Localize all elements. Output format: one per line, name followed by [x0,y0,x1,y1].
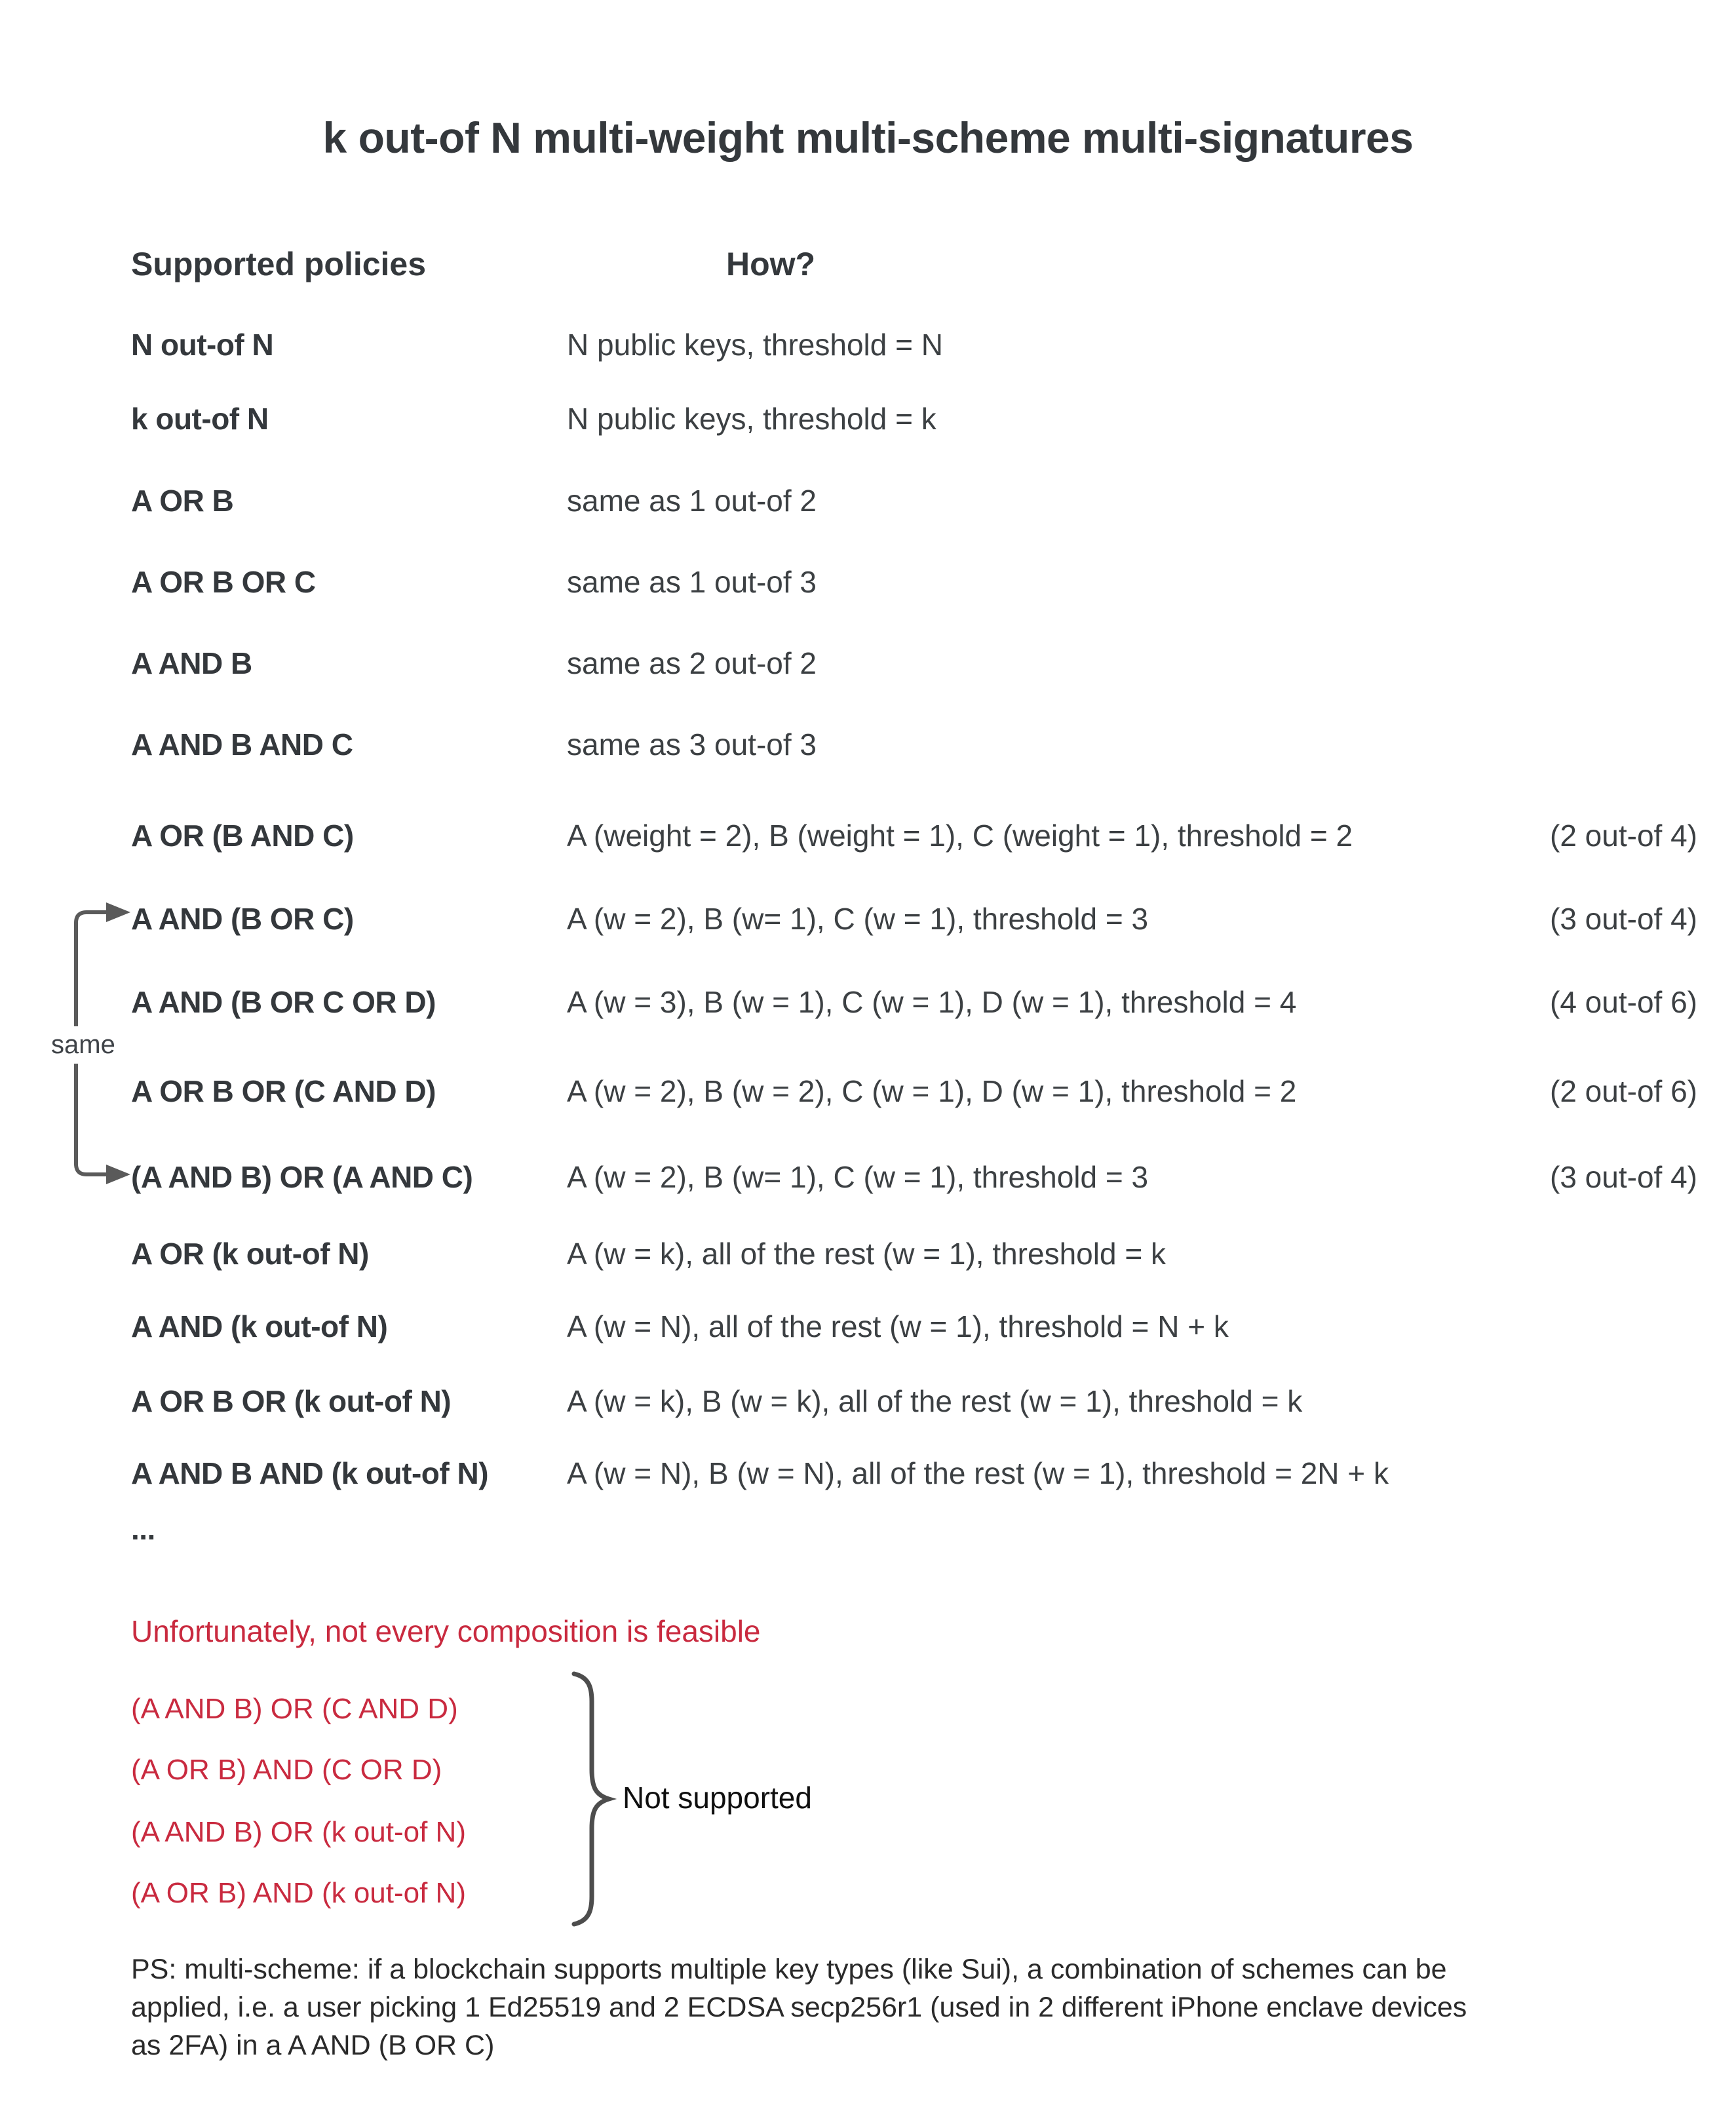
arrowhead-top-icon [106,902,130,922]
how-cell: N public keys, threshold = k [567,402,936,436]
policy-cell: (A AND B) OR (A AND C) [131,1160,473,1194]
equivalence-note-cell: (2 out-of 6) [1550,1074,1697,1108]
policy-cell: A OR B OR (k out-of N) [131,1384,452,1418]
arrowhead-bottom-icon [106,1165,130,1184]
infeasible-item: (A AND B) OR (k out-of N) [131,1816,466,1848]
policy-cell: ... [131,1512,155,1546]
how-cell: A (w = 2), B (w= 1), C (w = 1), threshold = 3 [567,1160,1149,1194]
policy-cell: A OR B [131,484,234,518]
policy-cell: A OR B OR (C AND D) [131,1074,436,1108]
not-supported-brace-icon [574,1674,609,1924]
ps-footnote [131,1950,1645,2064]
page-title: k out-of N multi-weight multi-scheme multi-signatures [322,113,1414,162]
how-cell: A (w = 3), B (w = 1), C (w = 1), D (w = 1), threshold = 4 [567,985,1297,1019]
not-supported-label: Not supported [623,1781,812,1815]
ps-line: as 2FA) in a A AND (B OR C) [131,2030,495,2061]
how-cell: A (w = 2), B (w = 2), C (w = 1), D (w = 1), threshold = 2 [567,1074,1297,1108]
policy-cell: A AND (B OR C OR D) [131,985,436,1019]
how-cell: same as 1 out-of 2 [567,484,817,518]
how-cell: A (weight = 2), B (weight = 1), C (weight = 1), threshold = 2 [567,819,1353,853]
same-annotation-label: same [48,1026,118,1064]
how-cell: same as 1 out-of 3 [567,565,817,599]
policy-cell: A AND (k out-of N) [131,1309,388,1343]
infeasible-heading: Unfortunately, not every composition is feasible [131,1614,761,1648]
policy-cell: A OR (k out-of N) [131,1237,369,1271]
policy-cell: A AND B AND (k out-of N) [131,1456,489,1490]
policy-cell: A AND B AND C [131,727,353,762]
infeasible-item: (A OR B) AND (C OR D) [131,1754,442,1786]
ps-line: PS: multi-scheme: if a blockchain supports multiple key types (like Sui), a combination of schemes can be [131,1954,1447,1985]
column-header-how: How? [726,246,816,282]
how-cell: same as 2 out-of 2 [567,646,817,680]
policy-cell: A OR (B AND C) [131,819,354,853]
equivalence-note-cell: (2 out-of 4) [1550,819,1697,853]
equivalence-note-cell: (4 out-of 6) [1550,985,1697,1019]
how-cell: A (w = N), B (w = N), all of the rest (w = 1), threshold = 2N + k [567,1456,1389,1490]
policy-cell: A AND (B OR C) [131,902,354,936]
column-header-supported-policies: Supported policies [131,246,427,282]
policy-cell: k out-of N [131,402,269,436]
equivalence-note-cell: (3 out-of 4) [1550,1160,1697,1194]
how-cell: N public keys, threshold = N [567,328,943,362]
policy-cell: N out-of N [131,328,274,362]
infeasible-item: (A OR B) AND (k out-of N) [131,1877,466,1909]
equivalence-note-cell: (3 out-of 4) [1550,902,1697,936]
infeasible-item: (A AND B) OR (C AND D) [131,1693,458,1725]
how-cell: same as 3 out-of 3 [567,727,817,762]
policy-cell: A OR B OR C [131,565,316,599]
policy-cell: A AND B [131,646,252,680]
how-cell: A (w = 2), B (w= 1), C (w = 1), threshold = 3 [567,902,1149,936]
how-cell: A (w = N), all of the rest (w = 1), threshold = N + k [567,1309,1229,1343]
ps-line: applied, i.e. a user picking 1 Ed25519 and 2 ECDSA secp256r1 (used in 2 different iPhone enclave devices [131,1992,1467,2023]
how-cell: A (w = k), all of the rest (w = 1), threshold = k [567,1237,1166,1271]
how-cell: A (w = k), B (w = k), all of the rest (w = 1), threshold = k [567,1384,1303,1418]
